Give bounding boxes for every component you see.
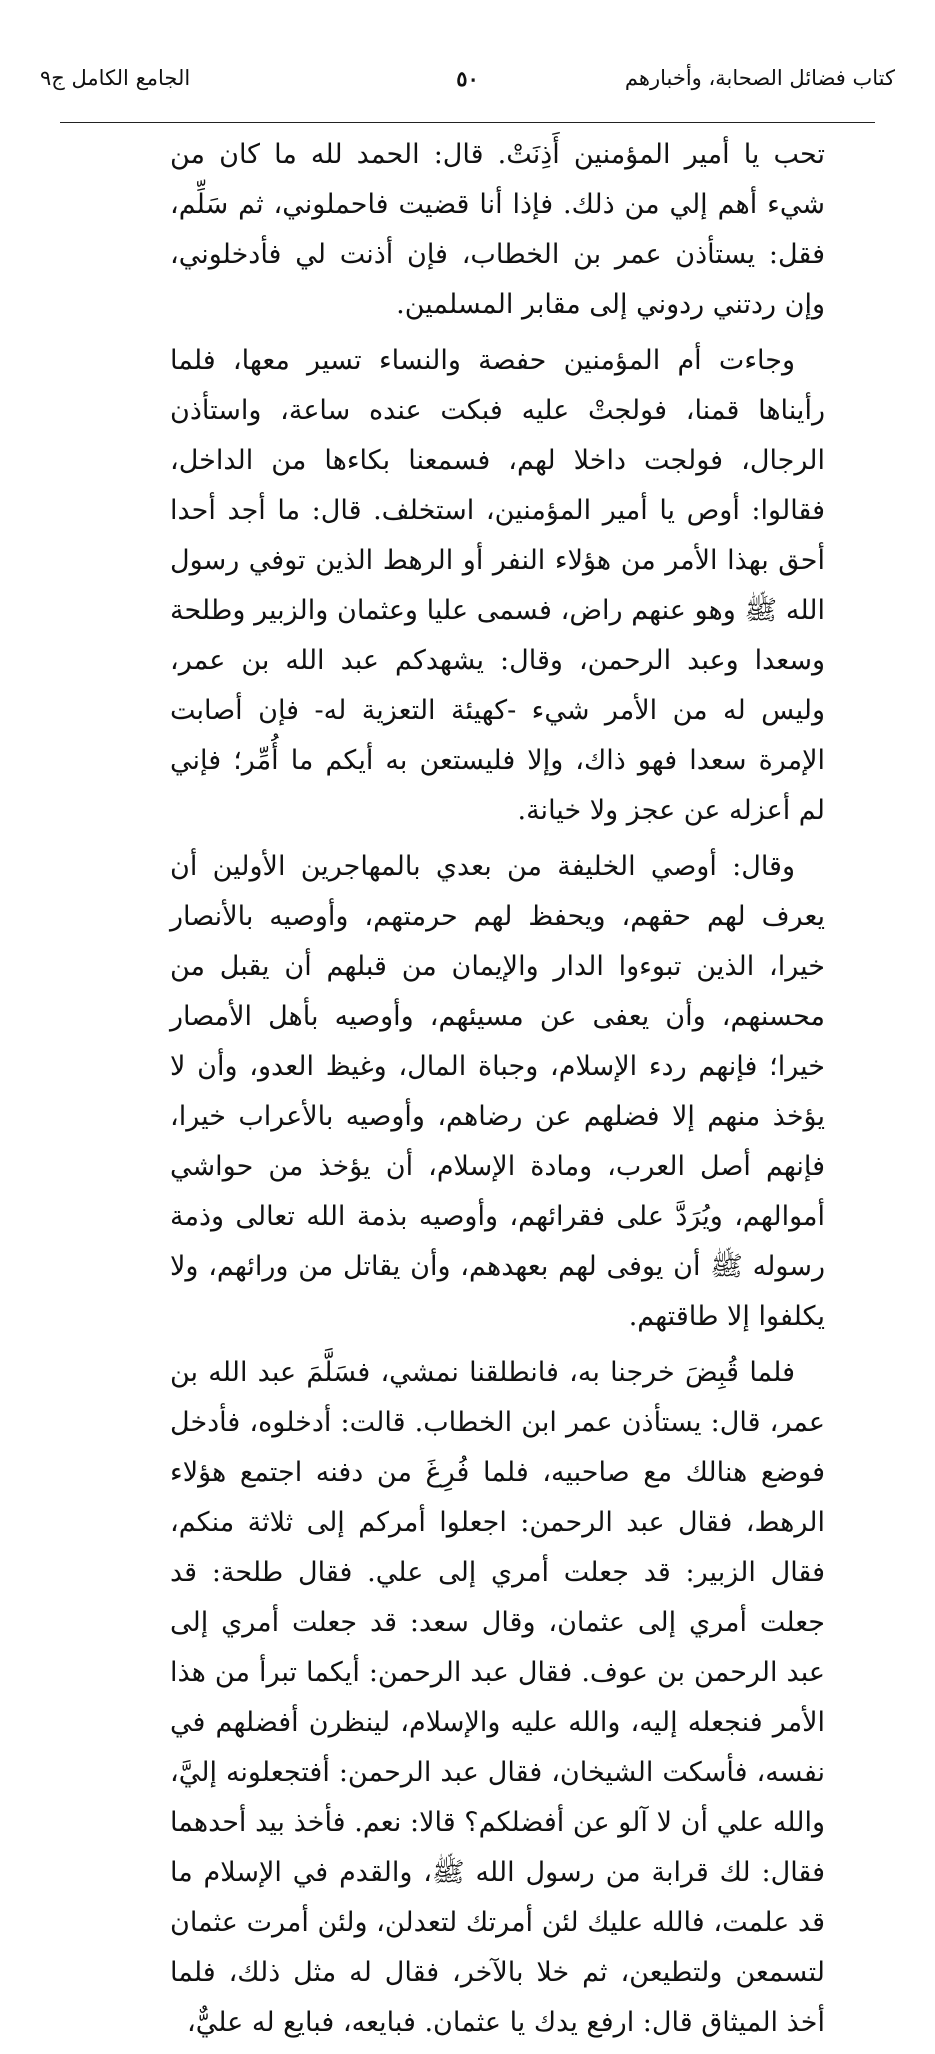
paragraph: تحب يا أمير المؤمنين أَذِنَتْ. قال: الحمد لله ما كان من شيء أهم إلي من ذلك. فإذا أنا قضيت فاحملوني، ثم سَلِّم، فقل: يستأذن عمر بن الخطاب، فإن أذنت لي فأدخلوني، وإن ردتني ردوني إلى مقابر المسلمين. xyxy=(170,139,825,320)
book-title: الجامع الكامل ج٩ xyxy=(40,66,191,90)
body-text xyxy=(170,130,825,2054)
header-divider xyxy=(60,122,875,123)
page-number: ٥٠ xyxy=(456,66,479,91)
paragraph: فلما قُبِضَ خرجنا به، فانطلقنا نمشي، فسَلَّمَ عبد الله بن عمر، قال: يستأذن عمر ابن الخطاب. قالت: أدخلوه، فأدخل فوضع هنالك مع صاحبيه، فلما فُرِغَ من دفنه اجتمع هؤلاء الرهط، فقال عبد الرحمن: اجعلوا أمركم إلى ثلاثة منكم، فقال الزبير: قد جعلت أمري إلى علي. فقال طلحة: قد جعلت أمري إلى عثمان، وقال سعد: قد جعلت أمري إلى عبد الرحمن بن عوف. فقال عبد الرحمن: أيكما تبرأ من هذا الأمر فنجعله إليه، والله عليه والإسلام، لينظرن أفضلهم في نفسه، فأسكت الشيخان، فقال عبد الرحمن: أفتجعلونه إليَّ، والله علي أن لا آلو عن أفضلكم؟ قالا: نعم. فأخذ بيد أحدهما فقال: لك قرابة من رسول الله ﷺ، والقدم في الإسلام ما قد علمت، فالله عليك لئن أمرتك لتعدلن، ولئن أمرت عثمان لتسمعن ولتطيعن، ثم خلا بالآخر، فقال له مثل ذلك، فلما أخذ الميثاق قال: ارفع يدك يا عثمان. فبايعه، فبايع له عليٌّ، xyxy=(170,1357,825,2038)
paragraph: وجاءت أم المؤمنين حفصة والنساء تسير معها، فلما رأيناها قمنا، فولجتْ عليه فبكت عنده ساعة، واستأذن الرجال، فولجت داخلا لهم، فسمعنا بكاءها من الداخل، فقالوا: أوص يا أمير المؤمنين، استخلف. قال: ما أجد أحدا أحق بهذا الأمر من هؤلاء النفر أو الرهط الذين توفي رسول الله ﷺ وهو عنهم راض، فسمى عليا وعثمان والزبير وطلحة وسعدا وعبد الرحمن، وقال: يشهدكم عبد الله بن عمر، وليس له من الأمر شيء -كهيئة التعزية له- فإن أصابت الإمرة سعدا فهو ذاك، وإلا فليستعن به أيكم ما أُمِّر؛ فإني لم أعزله عن عجز ولا خيانة. xyxy=(170,345,825,826)
running-header xyxy=(40,58,895,98)
paragraph: وقال: أوصي الخليفة من بعدي بالمهاجرين الأولين أن يعرف لهم حقهم، ويحفظ لهم حرمتهم، وأوصيه بالأنصار خيرا، الذين تبوءوا الدار والإيمان من قبلهم أن يقبل من محسنهم، وأن يعفى عن مسيئهم، وأوصيه بأهل الأمصار خيرا؛ فإنهم ردء الإسلام، وجباة المال، وغيظ العدو، وأن لا يؤخذ منهم إلا فضلهم عن رضاهم، وأوصيه بالأعراب خيرا، فإنهم أصل العرب، ومادة الإسلام، أن يؤخذ من حواشي أموالهم، ويُرَدَّ على فقرائهم، وأوصيه بذمة الله تعالى وذمة رسوله ﷺ أن يوفى لهم بعهدهم، وأن يقاتل من ورائهم، ولا يكلفوا إلا طاقتهم. xyxy=(170,851,825,1332)
chapter-title: كتاب فضائل الصحابة، وأخبارهم xyxy=(624,66,895,90)
